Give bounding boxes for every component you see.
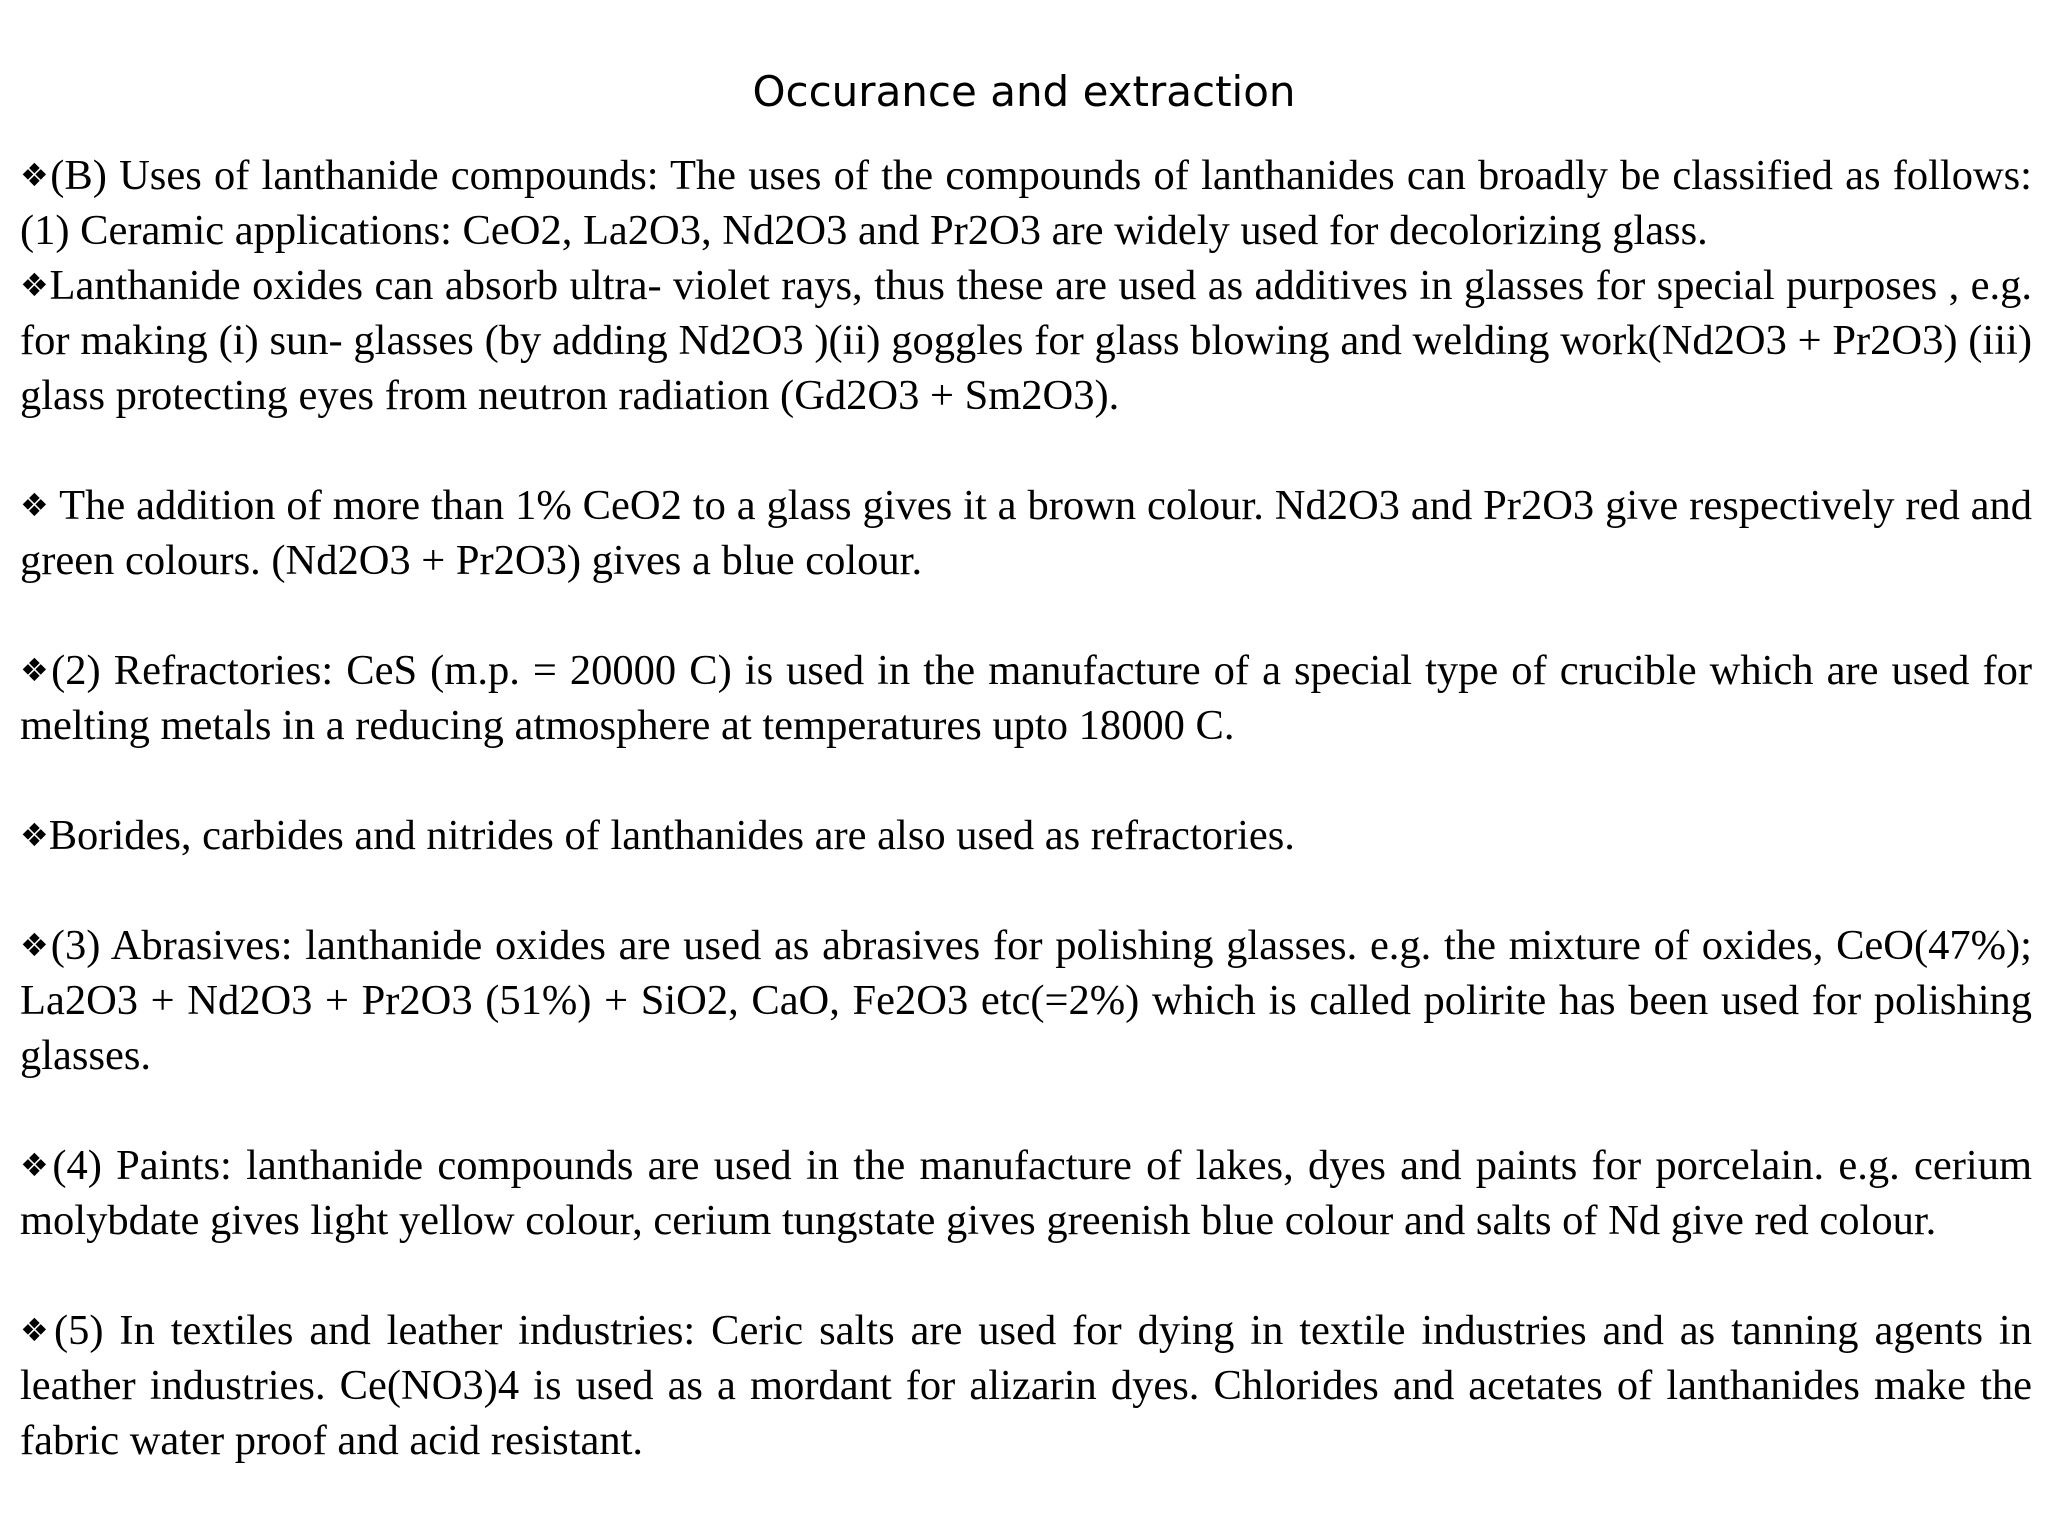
bullet-paragraph	[20, 258, 2032, 423]
paragraph-text: (2) Refractories: CeS (m.p. = 20000 C) is used in the manufacture of a special type of crucible which are used for melting metals in a reducing atmosphere at temperatures upto 18000 C.	[20, 647, 2033, 749]
diamond-bullet-icon: ❖	[20, 486, 49, 524]
paragraph-text: (5) In textiles and leather industries: Ceric salts are used for dying in textile industries and as tanning agents in leather industries. Ce(NO3)4 is used as a mordant for alizarin dyes. Chlorides and acetates of lanthanides make the fabric water proof and acid resistant.	[20, 1307, 2032, 1464]
bullet-paragraph	[20, 808, 2032, 863]
paragraph-spacer	[20, 1248, 2032, 1303]
bullet-paragraph	[20, 643, 2032, 753]
diamond-bullet-icon: ❖	[20, 266, 50, 304]
slide-title: Occurance and extraction	[752, 67, 1296, 116]
paragraph-spacer	[20, 1083, 2032, 1138]
bullet-paragraph	[20, 918, 2032, 1083]
diamond-bullet-icon: ❖	[20, 816, 49, 854]
diamond-bullet-icon: ❖	[20, 651, 52, 689]
diamond-bullet-icon: ❖	[20, 1311, 54, 1349]
bullet-paragraph	[20, 148, 2032, 258]
bullet-paragraph	[20, 1303, 2032, 1468]
bullet-paragraph	[20, 478, 2032, 588]
paragraph-text: (B) Uses of lanthanide compounds: The uses of the compounds of lanthanides can broadly be classified as follows: (1) Ceramic applications: CeO2, La2O3, Nd2O3 and Pr2O3 are widely used for decolorizing glass.	[20, 152, 2032, 254]
paragraph-spacer	[20, 863, 2032, 918]
paragraph-spacer	[20, 588, 2032, 643]
diamond-bullet-icon: ❖	[20, 926, 51, 964]
paragraph-spacer	[20, 753, 2032, 808]
paragraph-text: Borides, carbides and nitrides of lanthanides are also used as refractories.	[48, 812, 1295, 859]
paragraph-text: (4) Paints: lanthanide compounds are used in the manufacture of lakes, dyes and paints for porcelain. e.g. cerium molybdate gives light yellow colour, cerium tungstate gives greenish blue colour and salts of Nd give red colour.	[20, 1142, 2032, 1244]
paragraph-text: The addition of more than 1% CeO2 to a glass gives it a brown colour. Nd2O3 and Pr2O3 give respectively red and green colours. (Nd2O3 + Pr2O3) gives a blue colour.	[20, 482, 2032, 584]
diamond-bullet-icon: ❖	[20, 156, 51, 194]
bullet-paragraph	[20, 1138, 2032, 1248]
diamond-bullet-icon: ❖	[20, 1146, 53, 1184]
paragraph-text: Lanthanide oxides can absorb ultra- violet rays, thus these are used as additives in glasses for special purposes , e.g. for making (i) sun- glasses (by adding Nd2O3 )(ii) goggles for glass blowing and welding work(Nd2O3 + Pr2O3) (iii) glass protecting eyes from neutron radiation (Gd2O3 + Sm2O3).	[20, 262, 2032, 419]
paragraph-spacer	[20, 423, 2032, 478]
slide-body	[20, 148, 2032, 1468]
paragraph-text: (3) Abrasives: lanthanide oxides are used as abrasives for polishing glasses. e.g. the mixture of oxides, CeO(47%); La2O3 + Nd2O3 + Pr2O3 (51%) + SiO2, CaO, Fe2O3 etc(=2%) which is called polirite has been used for polishing glasses.	[20, 922, 2032, 1079]
